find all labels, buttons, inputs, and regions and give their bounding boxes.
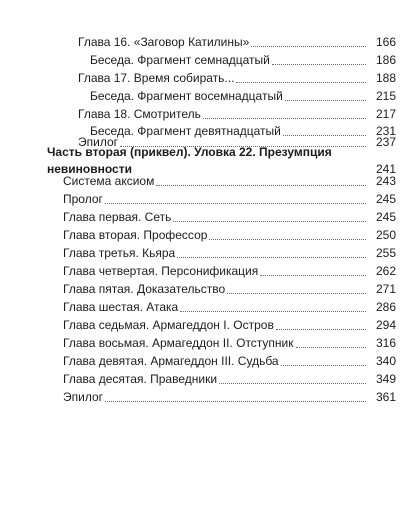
dot-leader [296,347,366,348]
toc-entry-page: 245 [375,192,396,206]
toc-entry-title: Глава восьмая. Армагеддон II. Отступник [63,336,294,350]
toc-entry [63,298,396,315]
toc-entry-title: Эпилог [63,390,104,404]
dot-leader [272,64,366,65]
toc-entry-title: Глава девятая. Армагеддон III. Судьба [63,354,279,368]
toc-entry-page: 349 [375,372,396,386]
toc-entry-page: 231 [375,124,396,138]
toc-entry-title: Глава седьмая. Армагеддон I. Остров [63,318,274,332]
dot-leader [236,82,366,83]
toc-entry-page: 245 [375,210,396,224]
toc-entry-title: Глава вторая. Профессор [63,228,208,242]
dot-leader [203,118,366,119]
part-heading: Часть вторая (приквел). Уловка 22. Презумпция невиновности [47,145,332,176]
dot-leader [105,401,366,402]
toc-entry-page: 166 [375,35,396,49]
dot-leader [276,329,366,330]
dot-leader [105,203,366,204]
dot-leader [209,239,366,240]
toc-entry [63,244,396,261]
toc-entry-title: Глава четвертая. Персонификация [63,264,259,278]
toc-entry [90,87,396,104]
toc-entry [78,69,396,86]
toc-entry-title: Эпилог [78,135,119,149]
dot-leader [219,383,366,384]
toc-entry-title: Система аксиом [63,174,155,188]
toc-entry-title: Глава 16. «Заговор Катилины» [78,35,250,49]
toc-entry-page: 215 [375,89,396,103]
toc-entry-page: 217 [375,107,396,121]
toc-entry-page: 271 [375,282,396,296]
toc-entry-title: Беседа. Фрагмент восемнадцатый [90,89,283,103]
toc-entry [63,370,396,387]
toc-entry-title: Глава десятая. Праведники [63,372,218,386]
toc-entry [63,352,396,369]
toc-entry [63,280,396,297]
toc-entry-page: 286 [375,300,396,314]
dot-leader [173,221,366,222]
dot-leader [285,100,366,101]
toc-entry-page: 316 [375,336,396,350]
toc-entry [63,190,396,207]
dot-leader [156,185,366,186]
toc-entry-title: Глава третья. Кьяра [63,246,176,260]
toc-entry [63,208,396,225]
toc-entry-title: Глава шестая. Атака [63,300,179,314]
toc-entry-page: 243 [375,174,396,188]
toc-entry [63,262,396,279]
toc-entry [63,316,396,333]
toc-entry [63,226,396,243]
toc-entry-page: 250 [375,228,396,242]
toc-entry [63,334,396,351]
toc-entry-page: 294 [375,318,396,332]
toc-entry-title: Глава первая. Сеть [63,210,172,224]
toc-entry-title: Пролог [63,192,103,206]
toc-entry-page: 255 [375,246,396,260]
dot-leader [281,365,366,366]
toc-entry-page: 186 [375,53,396,67]
dot-leader [180,311,366,312]
toc-entry-title: Глава пятая. Доказательство [63,282,226,296]
toc-entry [78,33,396,50]
toc-entry [78,105,396,122]
toc-entry-title: Глава 18. Смотритель [78,107,201,121]
dot-leader [177,257,366,258]
toc-entry-page: 188 [375,71,396,85]
toc-entry-title: Беседа. Фрагмент девятнадцатый [90,124,281,138]
toc-entry [90,51,396,68]
toc-entry [63,388,396,405]
toc-entry-title: Беседа. Фрагмент семнадцатый [90,53,270,67]
dot-leader [260,275,366,276]
dot-leader [227,293,366,294]
toc-entry-page: 237 [375,135,396,149]
dot-leader [251,46,366,47]
toc-entry-page: 361 [375,390,396,404]
toc-entry [63,172,396,189]
part-heading-page: 241 [375,162,396,176]
toc-entry-page: 340 [375,354,396,368]
toc-entry-title: Глава 17. Время собирать... [78,71,235,85]
toc-entry-page: 262 [375,264,396,278]
